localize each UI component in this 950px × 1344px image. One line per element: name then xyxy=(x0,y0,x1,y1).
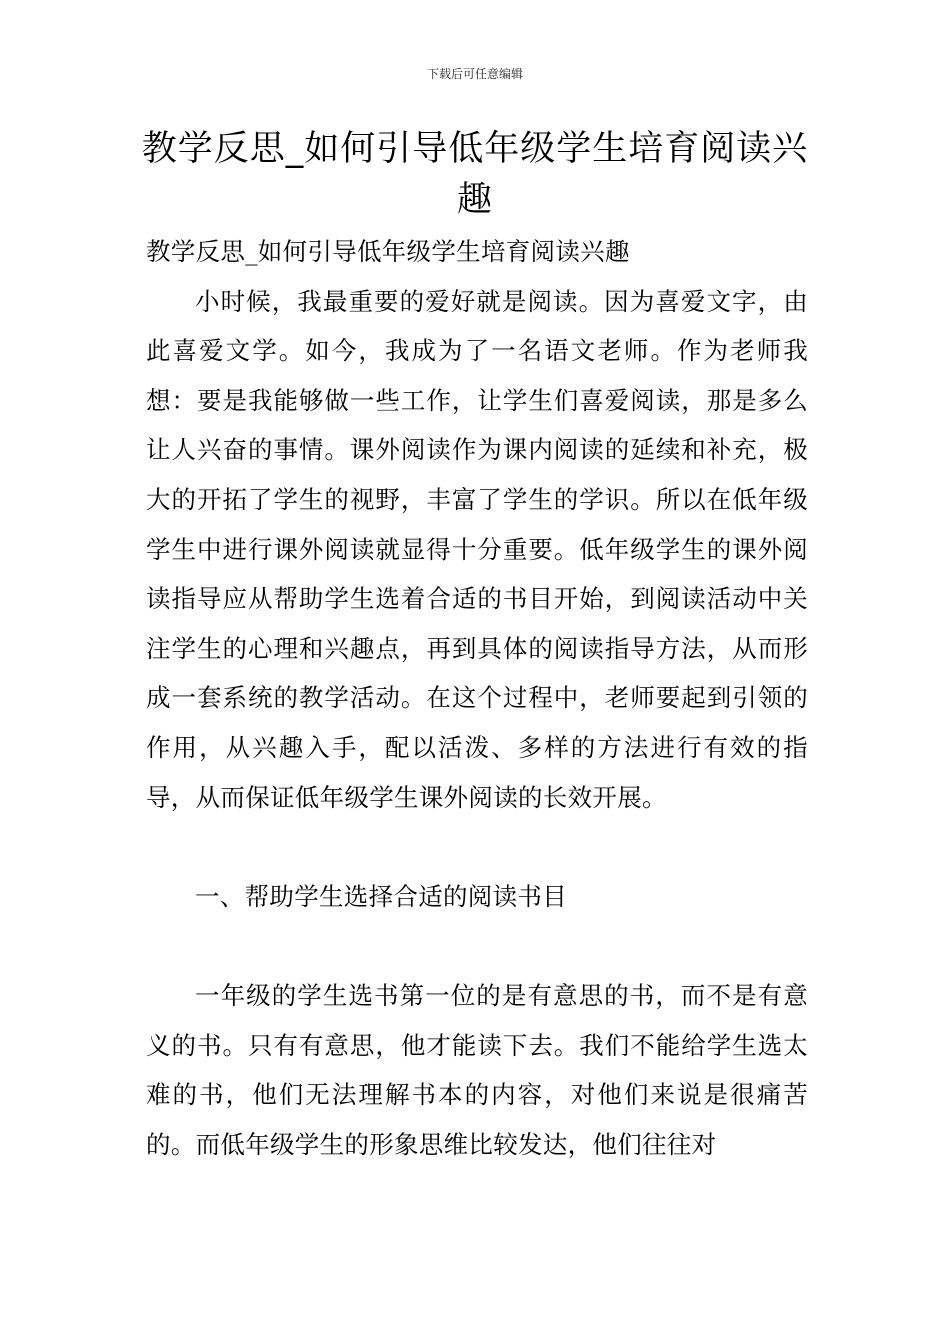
paragraph-gap xyxy=(146,822,808,872)
document-subtitle: 教学反思_如何引导低年级学生培育阅读兴趣 xyxy=(146,237,630,266)
document-title: 教学反思_如何引导低年级学生培育阅读兴趣 xyxy=(141,129,809,220)
paragraph-gap xyxy=(146,921,808,971)
paragraph-book-selection: 一年级的学生选书第一位的是有意思的书，而不是有意义的书。只有有意思，他才能读下去。我们不能给学生选太难的书，他们无法理解书本的内容，对他们来说是很痛苦的。而低年级学生的形象思维比较发达，他们往往对 xyxy=(146,980,808,1159)
paragraph-intro: 小时候，我最重要的爱好就是阅读。因为喜爱文字，由此喜爱文学。如今，我成为了一名语文老师。作为老师我想：要是我能够做一些工作，让学生们喜爱阅读，那是多么让人兴奋的事情。课外阅读作为课内阅读的延续和补充，极大的开拓了学生的视野，丰富了学生的学识。所以在低年级学生中进行课外阅读就显得十分重要。低年级学生的课外阅读指导应从帮助学生选着合适的书目开始，到阅读活动中关注学生的心理和兴趣点，再到具体的阅读指导方法，从而形成一套系统的教学活动。在这个过程中，老师要起到引领的作用，从兴趣入手，配以活泼、多样的方法进行有效的指导，从而保证低年级学生课外阅读的长效开展。 xyxy=(146,286,808,812)
document-body xyxy=(146,227,808,1169)
header-note: 下载后可任意编辑 xyxy=(426,67,523,81)
section-heading: 一、帮助学生选择合适的阅读书目 xyxy=(195,881,567,911)
